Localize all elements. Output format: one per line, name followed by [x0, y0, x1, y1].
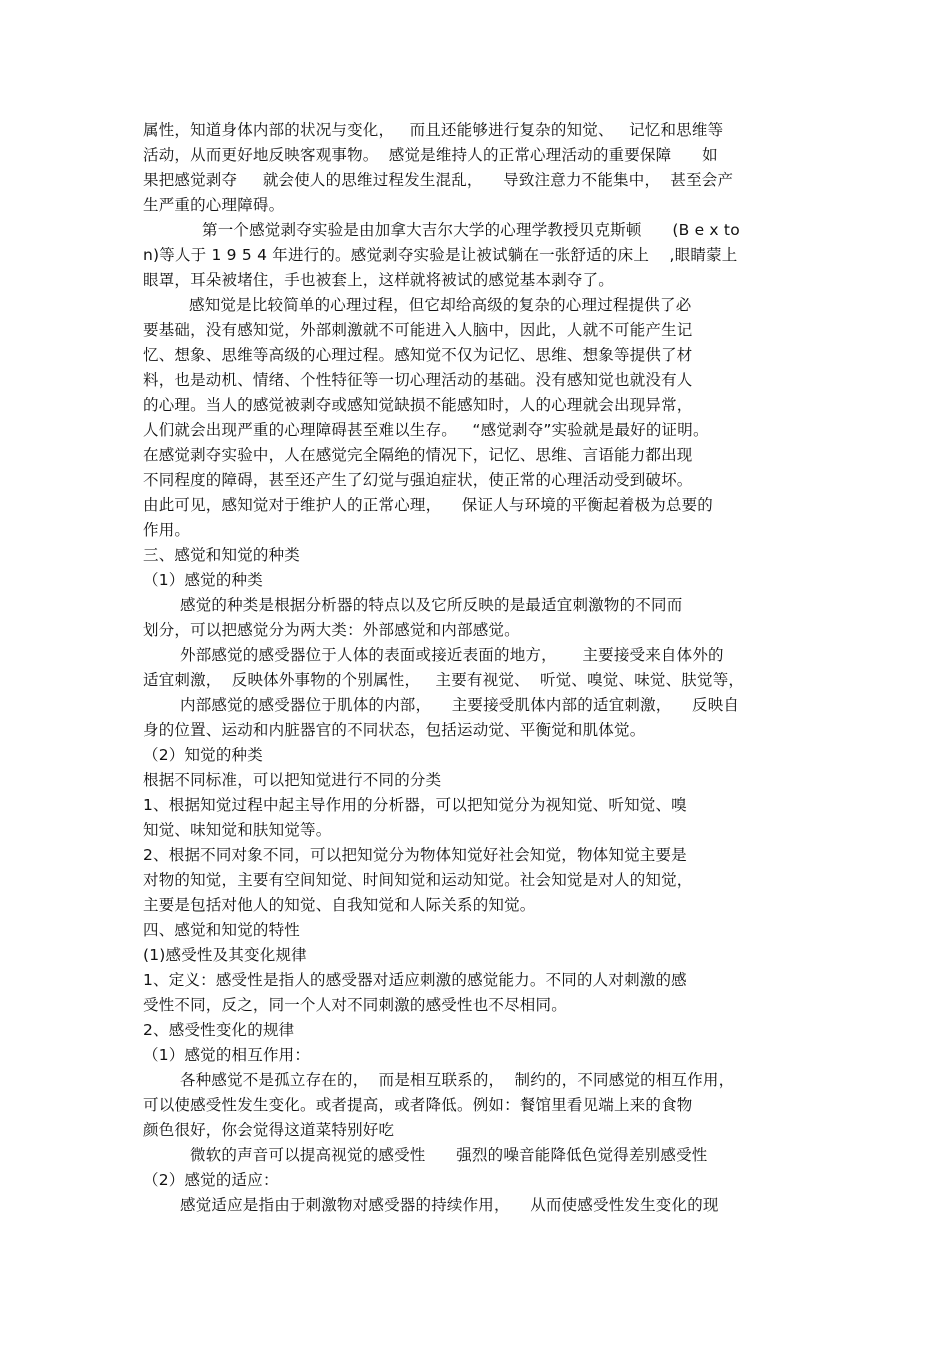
text-line: 知觉、味知觉和肤知觉等。 [143, 821, 332, 839]
text-line: 属性，知道身体内部的状况与变化， 而且还能够进行复杂的知觉、 记忆和思维等 [143, 121, 724, 139]
section-heading: 三、感觉和知觉的种类 [143, 546, 301, 564]
text-line: 第一个感觉剥夺实验是由加拿大吉尔大学的心理学教授贝克斯顿 (B e x to [202, 221, 740, 239]
text-line: n)等人于 1 9 5 4 年进行的。感觉剥夺实验是让被试躺在一张舒适的床上 ,眼睛蒙上 [143, 246, 738, 264]
text-line: 1、根据知觉过程中起主导作用的分析器，可以把知觉分为视知觉、听知觉、嗅 [143, 796, 687, 814]
text-line: 忆、想象、思维等高级的心理过程。感知觉不仅为记忆、思维、想象等提供了材 [143, 346, 693, 364]
text-line: 活动，从而更好地反映客观事物。 感觉是维持人的正常心理活动的重要保障 如 [143, 146, 718, 164]
subsection-heading: 2、感受性变化的规律 [143, 1021, 295, 1039]
text-line: 人们就会出现严重的心理障碍甚至难以生存。 “感觉剥夺”实验就是最好的证明。 [143, 421, 709, 439]
text-line: 可以使感受性发生变化。或者提高，或者降低。例如：餐馆里看见端上来的食物 [143, 1096, 693, 1114]
text-line: 感觉的种类是根据分析器的特点以及它所反映的是最适宜刺激物的不同而 [180, 596, 683, 614]
text-line: 在感觉剥夺实验中，人在感觉完全隔绝的情况下，记忆、思维、言语能力都出现 [143, 446, 693, 464]
text-line: 划分，可以把感觉分为两大类：外部感觉和内部感觉。 [143, 621, 520, 639]
text-line: 内部感觉的感受器位于肌体的内部， 主要接受肌体内部的适宜刺激， 反映自 [180, 696, 740, 714]
text-line: 颜色很好，你会觉得这道菜特别好吃 [143, 1121, 395, 1139]
subsection-heading: （1）感觉的相互作用： [143, 1046, 311, 1064]
text-line: 由此可见，感知觉对于维护人的正常心理， 保证人与环境的平衡起着极为总要的 [143, 496, 714, 514]
text-line: 生严重的心理障碍。 [143, 196, 285, 214]
text-line: 身的位置、运动和内脏器官的不同状态，包括运动觉、平衡觉和肌体觉。 [143, 721, 646, 739]
text-line: 感觉适应是指由于刺激物对感受器的持续作用， 从而使感受性发生变化的现 [180, 1196, 719, 1214]
text-line: 根据不同标准，可以把知觉进行不同的分类 [143, 771, 442, 789]
text-line: 要基础，没有感知觉，外部刺激就不可能进入人脑中，因此，人就不可能产生记 [143, 321, 693, 339]
subsection-heading: （2）感觉的适应： [143, 1171, 279, 1189]
text-line: 各种感觉不是孤立存在的， 而是相互联系的， 制约的，不同感觉的相互作用， [180, 1071, 735, 1089]
text-line: 对物的知觉，主要有空间知觉、时间知觉和运动知觉。社会知觉是对人的知觉， [143, 871, 693, 889]
text-line: 主要是包括对他人的知觉、自我知觉和人际关系的知觉。 [143, 896, 536, 914]
text-line: 果把感觉剥夺 就会使人的思维过程发生混乱， 导致注意力不能集中， 甚至会产 [143, 171, 734, 189]
text-line: 2、根据不同对象不同，可以把知觉分为物体知觉好社会知觉，物体知觉主要是 [143, 846, 687, 864]
text-line: 1、定义：感受性是指人的感受器对适应刺激的感觉能力。不同的人对刺激的感 [143, 971, 687, 989]
subsection-heading: (1)感受性及其变化规律 [143, 946, 307, 964]
text-line: 的心理。当人的感觉被剥夺或感知觉缺损不能感知时，人的心理就会出现异常， [143, 396, 693, 414]
text-line: 适宜刺激， 反映体外事物的个别属性， 主要有视觉、 听觉、嗅觉、味觉、肤觉等， [143, 671, 745, 689]
text-line: 作用。 [143, 521, 191, 539]
subsection-heading: （2）知觉的种类 [143, 746, 263, 764]
text-line: 料，也是动机、情绪、个性特征等一切心理活动的基础。没有感知觉也就没有人 [143, 371, 693, 389]
text-line: 微软的声音可以提高视觉的感受性 强烈的噪音能降低色觉得差别感受性 [190, 1146, 708, 1164]
text-line: 眼罩，耳朵被堵住，手也被套上，这样就将被试的感觉基本剥夺了。 [143, 271, 615, 289]
text-line: 受性不同，反之，同一个人对不同刺激的感受性也不尽相同。 [143, 996, 567, 1014]
text-line: 不同程度的障碍，甚至还产生了幻觉与强迫症状，使正常的心理活动受到破坏。 [143, 471, 693, 489]
text-line: 感知觉是比较简单的心理过程，但它却给高级的复杂的心理过程提供了必 [189, 296, 692, 314]
section-heading: 四、感觉和知觉的特性 [143, 921, 301, 939]
subsection-heading: （1）感觉的种类 [143, 571, 263, 589]
text-line: 外部感觉的感受器位于人体的表面或接近表面的地方， 主要接受来自体外的 [180, 646, 724, 664]
